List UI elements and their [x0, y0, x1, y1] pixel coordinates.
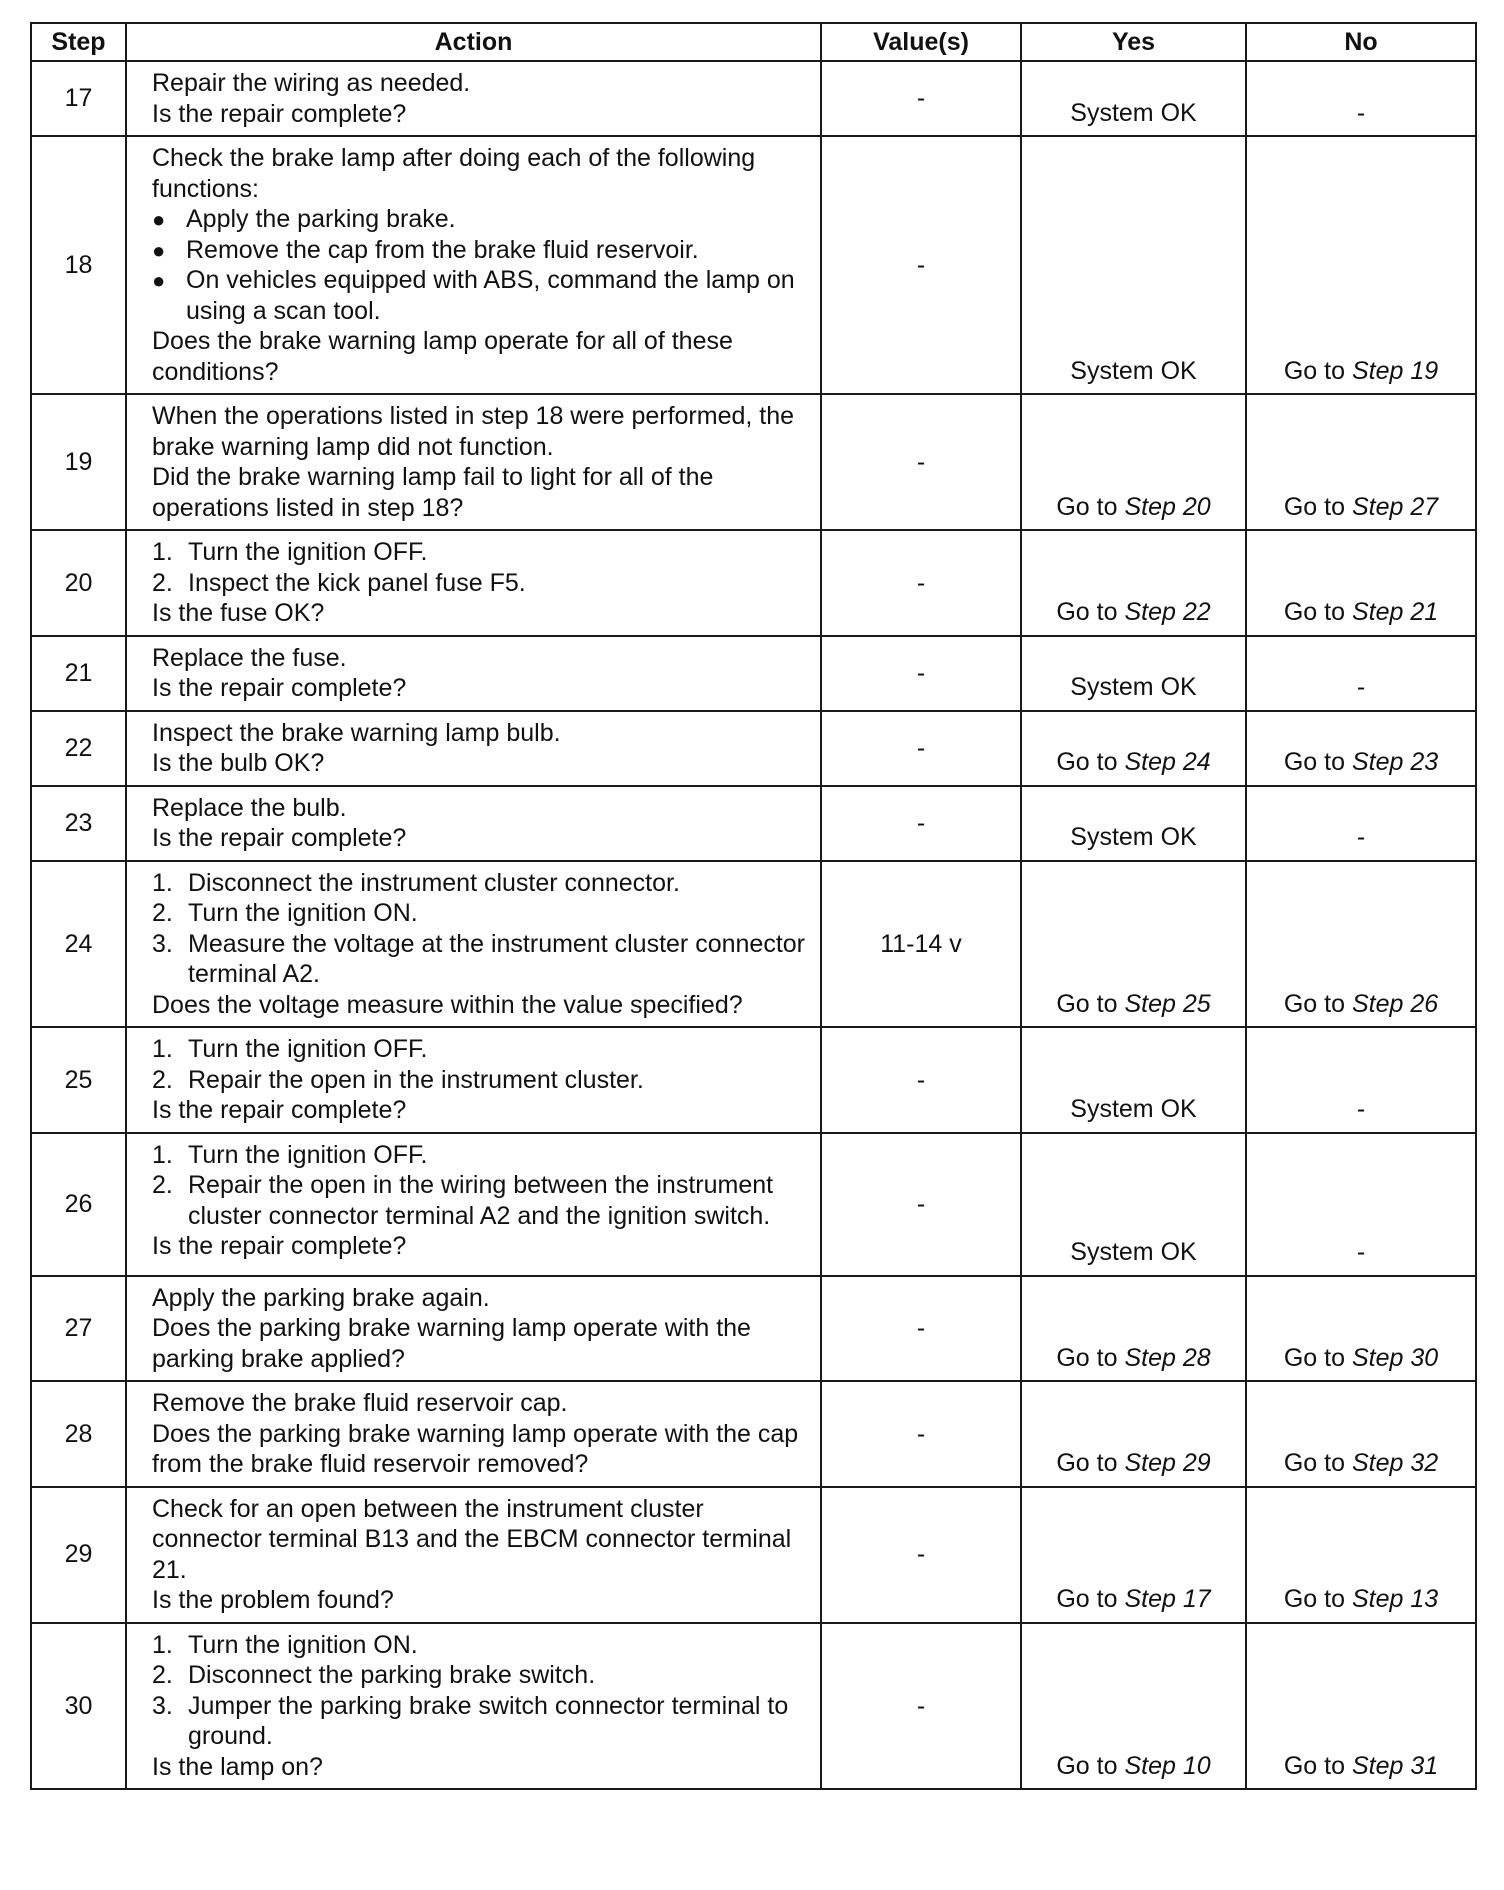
yes-goto-prefix: Go to: [1056, 989, 1125, 1018]
action-cell: [126, 1027, 821, 1133]
action-text: Does the parking brake warning lamp operate with the parking brake applied?: [152, 1314, 751, 1373]
step-number: 30: [31, 1623, 126, 1790]
action-text: Apply the parking brake again.: [152, 1283, 490, 1312]
action-numbered-text: Measure the voltage at the instrument cluster connector terminal A2.: [188, 929, 805, 988]
action-numbered-text: Inspect the kick panel fuse F5.: [188, 568, 526, 597]
table-row: [31, 786, 1476, 861]
no-goto-step: Step 31: [1351, 1751, 1439, 1780]
action-numbered-item: [152, 1170, 810, 1231]
header-no: No: [1246, 23, 1476, 61]
action-text: Does the parking brake warning lamp operate with the cap from the brake fluid reservoir removed?: [152, 1419, 799, 1478]
yes-cell: [1021, 861, 1246, 1028]
yes-goto-prefix: Go to: [1056, 492, 1125, 521]
no-goto-step: Step 13: [1351, 1585, 1439, 1613]
no-cell: [1246, 1276, 1476, 1382]
no-cell: [1246, 136, 1476, 394]
action-numbered-text: Repair the open in the wiring between the instrument cluster connector terminal A2 and the ignition switch.: [188, 1171, 774, 1230]
table-row: [31, 1027, 1476, 1133]
action-numbered-text: Turn the ignition ON.: [188, 899, 418, 927]
no-cell: [1246, 861, 1476, 1028]
action-cell: [126, 1487, 821, 1623]
table-row: [31, 136, 1476, 394]
action-numbered-item: [152, 898, 810, 929]
yes-cell: [1021, 61, 1246, 136]
yes-result-text: System OK: [1070, 823, 1197, 851]
action-bullet-text: Apply the parking brake.: [186, 205, 456, 233]
action-item-number: 1.: [152, 1630, 173, 1659]
yes-goto-prefix: Go to: [1056, 1585, 1125, 1613]
action-text: Is the repair complete?: [152, 1096, 407, 1124]
action-numbered-item: [152, 929, 810, 990]
table-row: [31, 1381, 1476, 1487]
action-text: Is the fuse OK?: [152, 599, 325, 627]
yes-goto-prefix: Go to: [1056, 598, 1125, 626]
no-goto-step: Step 30: [1351, 1343, 1439, 1372]
action-item-number: 1.: [152, 1140, 173, 1169]
value-cell: -: [821, 1276, 1021, 1382]
no-result-text: -: [1356, 1095, 1366, 1123]
yes-cell: [1021, 1487, 1246, 1623]
bullet-icon: ●: [152, 237, 166, 263]
yes-cell: [1021, 394, 1246, 530]
action-text: Is the bulb OK?: [152, 749, 325, 777]
yes-cell: [1021, 786, 1246, 861]
no-goto-prefix: Go to: [1283, 492, 1352, 521]
action-cell: [126, 786, 821, 861]
action-numbered-item: [152, 1065, 810, 1096]
no-goto-prefix: Go to: [1283, 598, 1352, 626]
yes-goto-step: Step 28: [1124, 1343, 1211, 1372]
yes-goto-prefix: Go to: [1056, 1449, 1125, 1477]
no-result-text: -: [1356, 1238, 1366, 1266]
yes-cell: [1021, 1381, 1246, 1487]
yes-goto-step: Step 22: [1124, 598, 1211, 626]
action-cell: [126, 1276, 821, 1382]
action-text: Is the repair complete?: [152, 824, 407, 852]
no-result-text: -: [1356, 673, 1366, 701]
yes-cell: [1021, 1133, 1246, 1276]
no-goto-prefix: Go to: [1283, 356, 1352, 385]
yes-goto-step: Step 24: [1124, 748, 1211, 776]
no-goto-prefix: Go to: [1283, 1585, 1352, 1613]
action-text: Check the brake lamp after doing each of the following functions:: [152, 144, 756, 203]
action-numbered-item: [152, 868, 810, 899]
table-row: [31, 1623, 1476, 1790]
value-cell: -: [821, 711, 1021, 786]
yes-cell: [1021, 1623, 1246, 1790]
no-goto-prefix: Go to: [1283, 1751, 1352, 1780]
action-numbered-item: [152, 568, 810, 599]
header-values: Value(s): [821, 23, 1021, 61]
table-row: [31, 61, 1476, 136]
no-goto-step: Step 27: [1351, 492, 1439, 521]
action-item-number: 2.: [152, 899, 173, 927]
no-goto-prefix: Go to: [1283, 1343, 1352, 1372]
action-text: Replace the fuse.: [152, 643, 347, 672]
step-number: 26: [31, 1133, 126, 1276]
action-text: Inspect the brake warning lamp bulb.: [152, 718, 561, 747]
action-item-number: 2.: [152, 1661, 173, 1689]
action-bullet-item: [152, 265, 810, 326]
action-text: Is the lamp on?: [152, 1752, 323, 1781]
step-number: 23: [31, 786, 126, 861]
action-text: Is the repair complete?: [152, 99, 407, 128]
action-text: Is the repair complete?: [152, 1232, 407, 1260]
action-cell: [126, 1623, 821, 1790]
table-row: [31, 394, 1476, 530]
bullet-icon: ●: [152, 207, 166, 232]
yes-cell: [1021, 711, 1246, 786]
yes-result-text: System OK: [1070, 98, 1197, 127]
action-numbered-text: Jumper the parking brake switch connector terminal to ground.: [188, 1691, 789, 1750]
no-goto-step: Step 26: [1351, 989, 1439, 1018]
yes-cell: [1021, 530, 1246, 636]
no-cell: [1246, 1027, 1476, 1133]
action-text: Replace the bulb.: [152, 793, 347, 822]
yes-goto-step: Step 20: [1124, 492, 1211, 521]
action-cell: [126, 530, 821, 636]
action-bullet-item: [152, 235, 810, 266]
yes-cell: [1021, 636, 1246, 711]
action-cell: [126, 136, 821, 394]
action-item-number: 3.: [152, 929, 173, 958]
action-numbered-text: Turn the ignition OFF.: [188, 1035, 428, 1063]
action-bullet-text: On vehicles equipped with ABS, command the lamp on using a scan tool.: [186, 266, 795, 325]
yes-goto-step: Step 29: [1124, 1449, 1211, 1477]
table-row: [31, 1133, 1476, 1276]
header-action: Action: [126, 23, 821, 61]
yes-goto-prefix: Go to: [1056, 748, 1125, 776]
no-goto-step: Step 19: [1351, 356, 1439, 385]
no-goto-step: Step 21: [1351, 598, 1439, 626]
step-number: 19: [31, 394, 126, 530]
table-header-row: [31, 23, 1476, 61]
no-result-text: -: [1356, 98, 1366, 127]
yes-result-text: System OK: [1070, 1095, 1197, 1123]
yes-cell: [1021, 136, 1246, 394]
step-number: 27: [31, 1276, 126, 1382]
value-cell: -: [821, 1487, 1021, 1623]
no-cell: [1246, 711, 1476, 786]
no-cell: [1246, 636, 1476, 711]
action-cell: [126, 1133, 821, 1276]
no-goto-prefix: Go to: [1283, 748, 1352, 776]
yes-goto-prefix: Go to: [1056, 1751, 1125, 1780]
action-text: Does the voltage measure within the value specified?: [152, 990, 743, 1019]
action-numbered-text: Turn the ignition OFF.: [188, 538, 428, 566]
action-numbered-item: [152, 1691, 810, 1752]
yes-goto-step: Step 25: [1124, 989, 1211, 1018]
step-number: 24: [31, 861, 126, 1028]
action-text: Did the brake warning lamp fail to light for all of the operations listed in step 18?: [152, 463, 714, 522]
value-cell: 11-14 v: [821, 861, 1021, 1028]
action-cell: [126, 1381, 821, 1487]
action-cell: [126, 394, 821, 530]
yes-cell: [1021, 1276, 1246, 1382]
action-numbered-item: [152, 1630, 810, 1661]
action-item-number: 1.: [152, 538, 173, 566]
value-cell: -: [821, 1381, 1021, 1487]
no-cell: [1246, 1381, 1476, 1487]
action-bullet-text: Remove the cap from the brake fluid reservoir.: [186, 235, 699, 264]
step-number: 21: [31, 636, 126, 711]
no-goto-step: Step 23: [1351, 748, 1439, 776]
table-row: [31, 1487, 1476, 1623]
action-numbered-text: Repair the open in the instrument cluster.: [188, 1065, 644, 1094]
action-cell: [126, 636, 821, 711]
action-item-number: 1.: [152, 868, 173, 897]
bullet-icon: ●: [152, 268, 166, 293]
yes-result-text: System OK: [1070, 356, 1197, 385]
action-item-number: 3.: [152, 1691, 173, 1720]
no-cell: [1246, 1623, 1476, 1790]
action-item-number: 2.: [152, 1171, 173, 1199]
action-numbered-item: [152, 1034, 810, 1065]
value-cell: -: [821, 394, 1021, 530]
no-goto-prefix: Go to: [1283, 989, 1352, 1018]
action-numbered-text: Turn the ignition OFF.: [188, 1140, 428, 1169]
action-text: Is the problem found?: [152, 1586, 394, 1614]
action-numbered-text: Disconnect the instrument cluster connector.: [188, 868, 680, 897]
value-cell: -: [821, 636, 1021, 711]
step-number: 20: [31, 530, 126, 636]
no-cell: [1246, 786, 1476, 861]
action-text: Remove the brake fluid reservoir cap.: [152, 1389, 568, 1417]
value-cell: -: [821, 136, 1021, 394]
step-number: 29: [31, 1487, 126, 1623]
action-text: Is the repair complete?: [152, 674, 407, 702]
no-cell: [1246, 1133, 1476, 1276]
action-cell: [126, 861, 821, 1028]
no-cell: [1246, 61, 1476, 136]
action-text: Does the brake warning lamp operate for all of these conditions?: [152, 327, 733, 386]
value-cell: -: [821, 1027, 1021, 1133]
action-numbered-item: [152, 1140, 810, 1171]
yes-goto-step: Step 17: [1124, 1585, 1211, 1613]
action-item-number: 1.: [152, 1035, 173, 1063]
step-number: 28: [31, 1381, 126, 1487]
table-row: [31, 530, 1476, 636]
header-step: Step: [31, 23, 126, 61]
table-row: [31, 636, 1476, 711]
action-numbered-item: [152, 537, 810, 568]
step-number: 25: [31, 1027, 126, 1133]
action-text: Check for an open between the instrument cluster connector terminal B13 and the EBCM connector terminal 21.: [152, 1494, 792, 1584]
action-numbered-item: [152, 1660, 810, 1691]
yes-result-text: System OK: [1070, 673, 1197, 701]
value-cell: -: [821, 61, 1021, 136]
action-text: When the operations listed in step 18 were performed, the brake warning lamp did not function.: [152, 402, 795, 461]
diagnostic-page: [30, 22, 1475, 1790]
action-item-number: 2.: [152, 568, 173, 597]
value-cell: -: [821, 1623, 1021, 1790]
header-yes: Yes: [1021, 23, 1246, 61]
value-cell: -: [821, 530, 1021, 636]
no-goto-step: Step 32: [1351, 1449, 1439, 1477]
no-cell: [1246, 1487, 1476, 1623]
action-cell: [126, 711, 821, 786]
no-result-text: -: [1356, 823, 1366, 851]
no-cell: [1246, 394, 1476, 530]
action-item-number: 2.: [152, 1065, 173, 1094]
yes-cell: [1021, 1027, 1246, 1133]
step-number: 18: [31, 136, 126, 394]
step-number: 22: [31, 711, 126, 786]
no-cell: [1246, 530, 1476, 636]
step-number: 17: [31, 61, 126, 136]
action-text: Repair the wiring as needed.: [152, 69, 471, 97]
value-cell: -: [821, 786, 1021, 861]
yes-goto-step: Step 10: [1124, 1751, 1211, 1780]
action-cell: [126, 61, 821, 136]
action-numbered-text: Turn the ignition ON.: [188, 1630, 418, 1659]
table-row: [31, 861, 1476, 1028]
table-row: [31, 1276, 1476, 1382]
value-cell: -: [821, 1133, 1021, 1276]
action-numbered-text: Disconnect the parking brake switch.: [188, 1661, 596, 1689]
yes-result-text: System OK: [1070, 1238, 1197, 1266]
action-bullet-item: [152, 204, 810, 235]
yes-goto-prefix: Go to: [1056, 1343, 1125, 1372]
table-row: [31, 711, 1476, 786]
diagnostic-table: [30, 22, 1477, 1790]
no-goto-prefix: Go to: [1283, 1449, 1352, 1477]
